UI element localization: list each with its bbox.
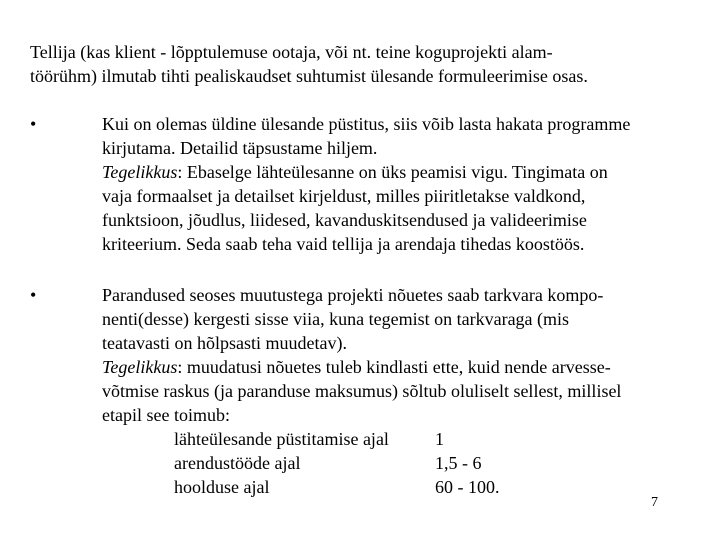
reality-text: : Ebaselge lähteülesanne on üks peamisi vigu. Tingimata on	[177, 162, 608, 182]
intro-line-2: töörühm) ilmutab tihti pealiskaudset suhtumist ülesande formuleerimise osas.	[30, 66, 588, 86]
bullet-line: Parandused seoses muutustega projekti nõuetes saab tarkvara kompo-	[102, 285, 604, 305]
bullet-marker: •	[30, 285, 37, 305]
cost-row	[102, 451, 702, 475]
reality-line: funktsioon, jõudlus, liidesed, kavanduskitsendused ja valideerimise	[102, 210, 587, 230]
cost-row	[102, 427, 702, 451]
cost-stage: hoolduse ajal	[174, 477, 270, 497]
reality-line: etapil see toimub:	[102, 405, 230, 425]
reality-line: vaja formaalset ja detailset kirjeldust, milles piiritletakse valdkond,	[102, 186, 586, 206]
cost-factor: 60 - 100.	[435, 477, 500, 497]
cost-factor: 1,5 - 6	[435, 453, 482, 473]
cost-factor: 1	[435, 429, 444, 449]
intro-line-1: Tellija (kas klient - lõpptulemuse ootaja, või nt. teine koguprojekti alam-	[30, 42, 553, 62]
cost-stage: lähteülesande püstitamise ajal	[174, 429, 389, 449]
reality-line	[102, 160, 702, 184]
bullet-body	[102, 283, 702, 499]
bullet-line: Kui on olemas üldine ülesande püstitus, siis võib lasta hakata programme	[102, 114, 631, 134]
bullet-line: kirjutama. Detailid täpsustame hiljem.	[102, 138, 378, 158]
cost-stage: arendustööde ajal	[174, 453, 301, 473]
bullet-line: teatavasti on hõlpsasti muudetav).	[102, 333, 347, 353]
cost-row	[102, 475, 702, 499]
bullet-line: nenti(desse) kergesti sisse viia, kuna tegemist on tarkvaraga (mis	[102, 309, 570, 329]
reality-label: Tegelikkus	[102, 357, 178, 377]
reality-label: Tegelikkus	[102, 162, 178, 182]
intro-paragraph	[30, 40, 690, 88]
reality-text: : muudatusi nõuetes tuleb kindlasti ette, kuid nende arvesse-	[177, 357, 611, 377]
page-number: 7	[651, 495, 658, 510]
bullet-marker: •	[30, 114, 37, 134]
cost-table	[102, 427, 702, 499]
reality-line: võtmise raskus (ja paranduse maksumus) sõltub oluliselt sellest, millisel	[102, 381, 622, 401]
reality-line: kriteerium. Seda saab teha vaid tellija ja arendaja tihedas koostöös.	[102, 234, 585, 254]
bullet-body	[102, 112, 702, 256]
reality-line	[102, 355, 702, 379]
